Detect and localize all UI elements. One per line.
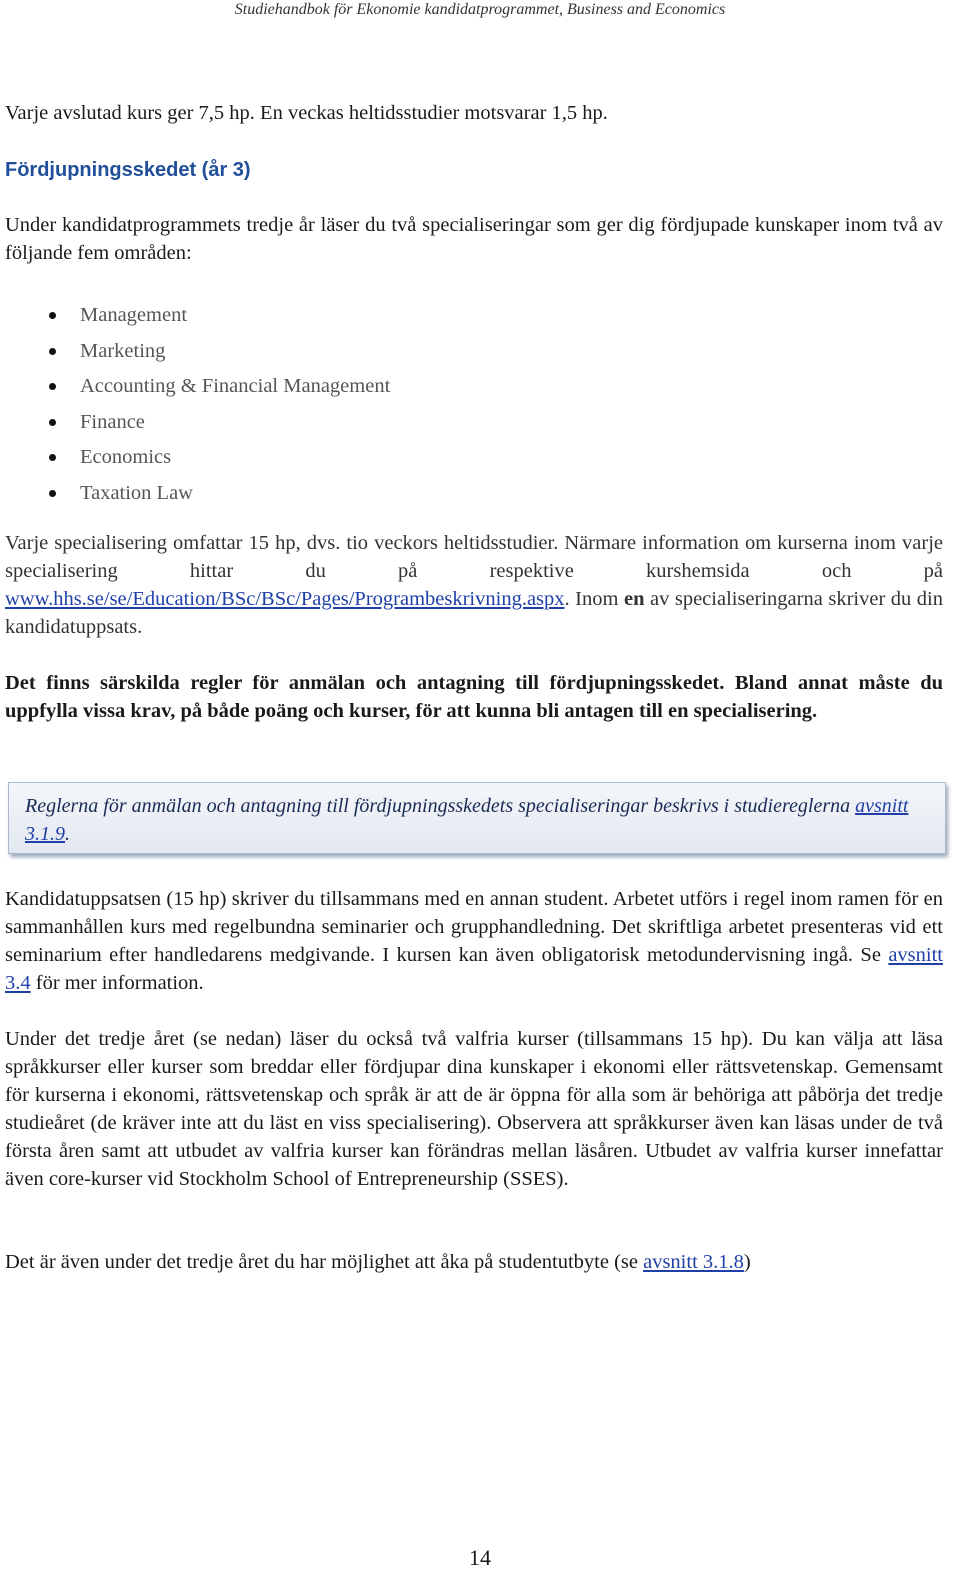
thesis-paragraph [5, 885, 943, 997]
specialization-list [5, 298, 390, 512]
spec-info-bold: en [623, 588, 645, 610]
credits-paragraph: Varje avslutad kurs ger 7,5 hp. En veckas heltidsstudier motsvarar 1,5 hp. [5, 102, 608, 124]
thesis-text: Kandidatuppsatsen (15 hp) skriver du tillsammans med en annan student. Arbetet utförs i regel inom ramen för en sammanhållen kurs med regelbundna seminarier och grupphandledning. Det skriftliga arbetet presenteras vid ett seminarium efter handledarens medgivande. I kursen kan även obligatorisk metodundervisning ingå. Se [5, 888, 943, 966]
section-3-4-link[interactable]: avsnitt 3.4 [5, 944, 943, 994]
list-item: Finance [5, 405, 390, 441]
electives-paragraph: Under det tredje året (se nedan) läser du också två valfria kurser (tillsammans 15 hp). Du kan välja att läsa språkkurser eller kurser som breddar eller fördjupar dina kunskaper i ekonomi eller rättsvetenskap. Gemensamt för kurserna i ekonomi, rättsvetenskap och språk är att de är öppna för alla som är behöriga att påbörja det tredje studieåret (de kräver inte att du läst en viss specialisering). Observera att språkkurser även kan läsas under de två första åren samt att utbudet av valfria kurser kan förändras mellan läsåren. Utbudet av valfria kurser innefattar även core-kurser vid Stockholm School of Entrepreneurship (SSES). [5, 1028, 943, 1190]
running-header: Studiehandbok för Ekonomie kandidatprogrammet, Business and Economics [234, 1, 726, 18]
list-item: Management [5, 298, 390, 334]
rules-note-box [8, 782, 946, 854]
spec-info-text-2: . Inom [564, 588, 624, 610]
intro-paragraph: Under kandidatprogrammets tredje år läser du två specialiseringar som ger dig fördjupade kunskaper inom två av följande fem områden: [5, 214, 943, 264]
list-item: Taxation Law [5, 476, 390, 512]
section-3-1-9-link[interactable]: avsnitt 3.1.9 [25, 795, 909, 845]
exchange-end: ) [743, 1251, 751, 1273]
exchange-paragraph [5, 1248, 943, 1276]
note-text: Reglerna för anmälan och antagning till fördjupningsskedets specialiseringar beskrivs i studiereglerna [25, 795, 856, 817]
page-number: 14 [469, 1545, 491, 1570]
specialization-info-paragraph [5, 529, 943, 641]
rules-note-text [25, 792, 929, 848]
spec-info-text-1: Varje specialisering omfattar 15 hp, dvs. tio veckors heltidsstudier. Närmare information om kurserna inom varje specialisering hittar du på respektive kurshemsida och på [5, 532, 943, 582]
exchange-text: Det är även under det tredje året du har möjlighet att åka på studentutbyte (se [5, 1251, 644, 1273]
admission-notice: Det finns särskilda regler för anmälan och antagning till fördjupningsskedet. Bland annat måste du uppfylla vissa krav, på både poäng och kurser, för att kunna bli antagen till en specialisering. [5, 672, 943, 722]
list-item: Marketing [5, 334, 390, 370]
spec-info-text-3: av specialiseringarna skriver du din kandidatuppsats. [5, 588, 943, 638]
section-3-1-8-link[interactable]: avsnitt 3.1.8 [643, 1251, 744, 1273]
program-description-link[interactable]: www.hhs.se/se/Education/BSc/BSc/Pages/Programbeskrivning.aspx [5, 588, 565, 610]
list-item: Economics [5, 440, 390, 476]
section-heading: Fördjupningsskedet (år 3) [5, 159, 251, 181]
note-end: . [65, 823, 70, 845]
list-item: Accounting & Financial Management [5, 369, 390, 405]
thesis-end: för mer information. [30, 972, 204, 994]
